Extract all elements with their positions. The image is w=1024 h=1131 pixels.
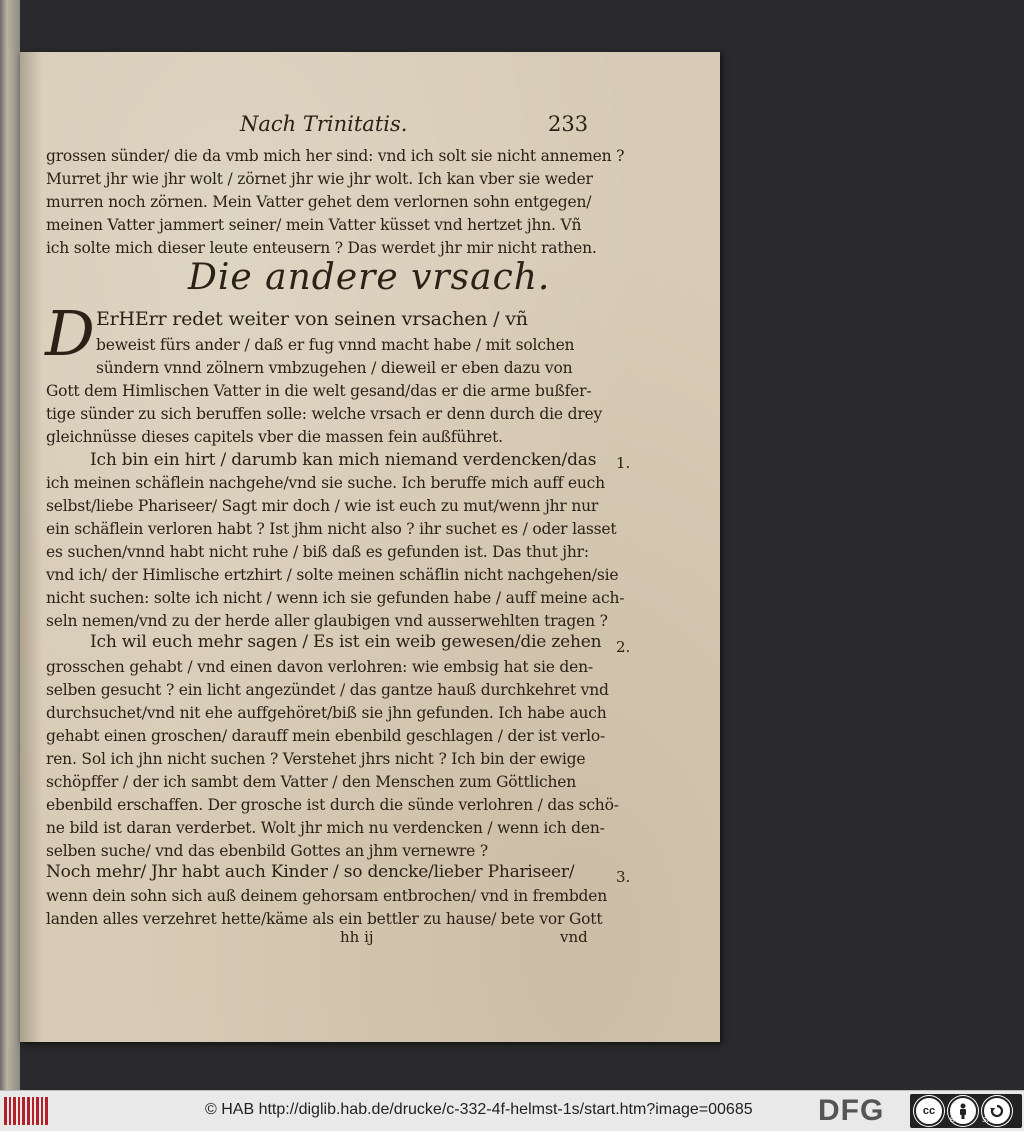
text-line: durchsuchet/vnd nit ehe auffgehöret/biß sie jhn gefunden. Ich habe auch: [46, 704, 607, 722]
text-line: nicht suchen: solte ich nicht / wenn ich sie gefunden habe / auff meine ach-: [46, 589, 625, 607]
text-line: es suchen/vnnd habt nicht ruhe / biß daß es gefunden ist. Das thut jhr:: [46, 543, 589, 561]
text-line: tige sünder zu sich beruffen solle: welche vrsach er denn durch die drey: [46, 405, 603, 423]
text-line: Ich bin ein hirt / darumb kan mich niemand verdencken/das: [90, 450, 597, 470]
text-line: ErHErr redet weiter von seinen vrsachen / vñ: [96, 308, 528, 330]
hab-logo-icon: [4, 1097, 48, 1125]
cc-icon: cc: [914, 1096, 944, 1126]
text-line: beweist fürs ander / daß er fug vnnd macht habe / mit solchen: [96, 336, 575, 354]
text-line: Ich wil euch mehr sagen / Es ist ein weib gewesen/die zehen: [90, 632, 602, 652]
text-line: vnd ich/ der Himlische ertzhirt / solte meinen schäflin nicht nachgehen/sie: [46, 566, 619, 584]
text-line: sündern vnnd zölnern vmbzugehen / dieweil er eben dazu von: [96, 359, 573, 377]
page-gutter-shadow: [20, 52, 42, 1042]
by-label: BY: [950, 1117, 961, 1124]
book-spine-edge: [0, 0, 20, 1090]
text-line: landen alles verzehret hette/käme als ein bettler zu hause/ bete vor Gott: [46, 910, 603, 928]
scanned-page: [20, 52, 720, 1042]
creative-commons-badge[interactable]: [910, 1094, 1022, 1128]
margin-number: 1.: [616, 454, 631, 472]
text-line: ne bild ist daran verderbet. Wolt jhr mich nu verdencken / wenn ich den-: [46, 819, 605, 837]
text-line: gleichnüsse dieses capitels vber die massen fein außführet.: [46, 428, 503, 446]
text-line: selbst/liebe Phariseer/ Sagt mir doch / wie ist euch zu mut/wenn jhr nur: [46, 497, 599, 515]
text-line: selben suche/ vnd das ebenbild Gottes an jhm vernewre ?: [46, 842, 488, 860]
section-heading: Die andere vrsach.: [188, 257, 551, 298]
running-head: Nach Trinitatis.: [240, 112, 408, 136]
text-line: ebenbild erschaffen. Der grosche ist durch die sünde verlohren / das schö-: [46, 796, 619, 814]
text-line: meinen Vatter jammert seiner/ mein Vatter küsset vnd hertzet jhn. Vñ: [46, 216, 582, 234]
text-line: Murret jhr wie jhr wolt / zörnet jhr wie jhr wolt. Ich kan vber sie weder: [46, 170, 593, 188]
text-line: ren. Sol ich jhn nicht suchen ? Verstehet jhrs nicht ? Ich bin der ewige: [46, 750, 586, 768]
text-line: Noch mehr/ Jhr habt auch Kinder / so dencke/lieber Phariseer/: [46, 862, 575, 882]
catchword: vnd: [560, 928, 588, 946]
viewer-footer: [0, 1090, 1024, 1131]
sa-label: SA: [982, 1117, 993, 1124]
text-line: ein schäflein verloren habt ? Ist jhm nicht also ? ihr suchet es / oder lasset: [46, 520, 617, 538]
text-line: ich solte mich dieser leute enteusern ? Das werdet jhr mir nicht rathen.: [46, 239, 597, 257]
text-line: murren noch zörnen. Mein Vatter gehet dem verlornen sohn entgegen/: [46, 193, 592, 211]
text-line: gehabt einen groschen/ darauff mein ebenbild geschlagen / der ist verlo-: [46, 727, 606, 745]
page-number: 233: [548, 112, 589, 136]
text-line: ich meinen schäflein nachgehe/vnd sie suche. Ich beruffe mich auff euch: [46, 474, 605, 492]
text-line: grossen sünder/ die da vmb mich her sind: vnd ich solt sie nicht annemen ?: [46, 147, 625, 165]
text-line: Gott dem Himlischen Vatter in die welt gesand/das er die arme bußfer-: [46, 382, 592, 400]
text-line: wenn dein sohn sich auß deinem gehorsam entbrochen/ vnd in frembden: [46, 887, 608, 905]
text-line: schöpffer / der ich sambt dem Vatter / den Menschen zum Göttlichen: [46, 773, 577, 791]
margin-number: 2.: [616, 638, 631, 656]
text-line: selben gesucht ? ein licht angezündet / das gantze hauß durchkehret vnd: [46, 681, 609, 699]
source-link[interactable]: © HAB http://diglib.hab.de/drucke/c-332-4f-helmst-1s/start.htm?image=00685: [205, 1101, 753, 1118]
drop-cap-initial: D: [45, 297, 95, 370]
text-line: seln nemen/vnd zu der herde aller glaubigen vnd ausserwehlten tragen ?: [46, 612, 608, 630]
signature-mark: hh ij: [340, 928, 374, 946]
margin-number: 3.: [616, 868, 631, 886]
text-line: grosschen gehabt / vnd einen davon verlohren: wie embsig hat sie den-: [46, 658, 593, 676]
dfg-logo: DFG: [818, 1094, 885, 1127]
